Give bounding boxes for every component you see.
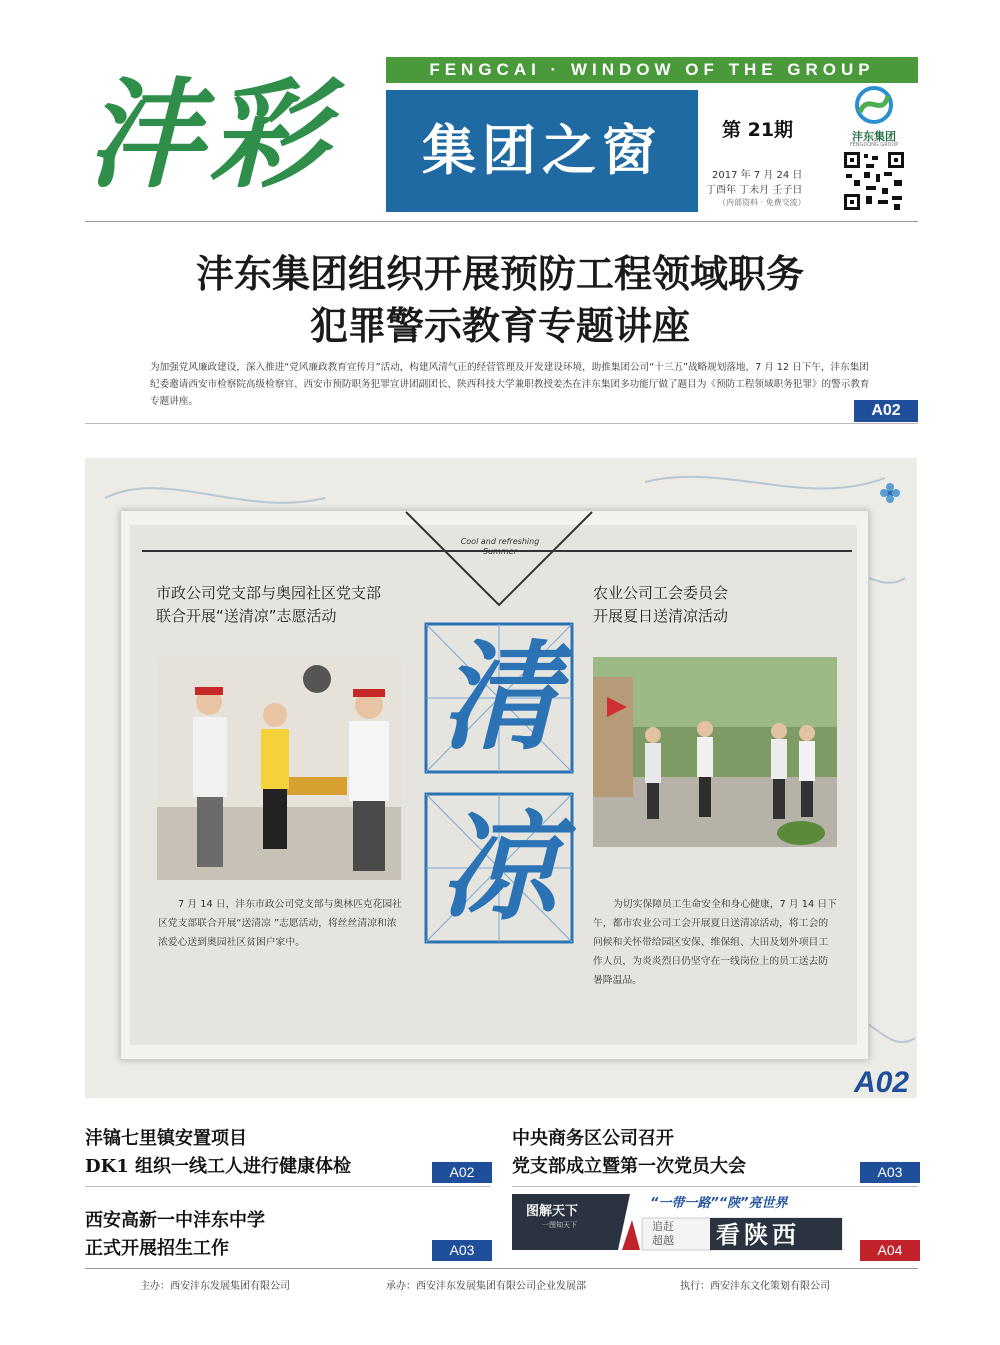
promo-side: [652, 1220, 674, 1248]
lead-divider: [85, 423, 918, 424]
masthead-brand: 沣彩: [85, 65, 334, 204]
news-item-2[interactable]: [512, 1125, 852, 1181]
news-divider-left: [85, 1186, 490, 1187]
promo-banner[interactable]: [512, 1190, 852, 1262]
feature-chevron: [404, 510, 594, 610]
feature-subtitle-en-line-2: Summer: [483, 547, 517, 556]
news-item-1-line-2: DK1 组织一线工人进行健康体检: [85, 1156, 352, 1177]
glyph-liang: 凉: [439, 797, 558, 936]
masthead-chinese-title: 集团之窗: [386, 90, 698, 212]
promo-tag[interactable]: A04: [860, 1240, 920, 1261]
news-item-3-line-2: 正式开展招生工作: [85, 1238, 229, 1259]
right-story-title-line-2: 开展夏日送清凉活动: [593, 607, 729, 625]
promo-slogan: “一带一路”“陕”亮世界: [650, 1196, 788, 1211]
masthead-divider: [85, 221, 918, 222]
news-item-2-tag[interactable]: A03: [860, 1162, 920, 1183]
masthead-english-title: FENGCAI · WINDOW OF THE GROUP: [386, 57, 918, 83]
right-story-caption: 为切实保障员工生命安全和身心健康，7 月 14 日下午，都市农业公司工会开展夏日送清凉活动，将工会的问候和关怀带给园区安保、维保组、大田及划外项目工作人员，为炎炎烈日仍坚守在一线岗位上的员工送去防暑降温品。: [593, 899, 837, 986]
group-logo-name: 沣东集团: [852, 130, 896, 143]
glyph-qing-box: [424, 622, 574, 774]
feature-subtitle-en-line-1: Cool and refreshing: [460, 537, 540, 546]
news-item-2-line-2: 党支部成立暨第一次党员大会: [512, 1156, 746, 1177]
news-divider-right: [512, 1186, 918, 1187]
footer-executor: 执行：西安沣东文化策划有限公司: [680, 1281, 830, 1292]
glyph-qing: 清: [439, 627, 558, 766]
news-item-2-line-1: 中央商务区公司召开: [512, 1128, 674, 1149]
date-lunar: 丁酉年 丁未月 壬子日: [706, 185, 803, 196]
left-story-photo[interactable]: [157, 657, 401, 880]
right-story-photo[interactable]: [593, 657, 837, 847]
news-item-3[interactable]: [85, 1207, 425, 1263]
left-story-title-line-2: 联合开展“送清凉”志愿活动: [156, 607, 337, 625]
feature-page-tag[interactable]: A02: [854, 1066, 910, 1099]
date-gregorian: 2017 年 7 月 24 日: [712, 170, 803, 181]
main-headline[interactable]: [100, 248, 900, 352]
right-story-title-line-1: 农业公司工会委员会: [593, 584, 729, 602]
news-item-3-tag[interactable]: A03: [432, 1240, 492, 1261]
left-story-title[interactable]: [156, 582, 416, 628]
promo-badge: 图解天下: [526, 1204, 579, 1219]
group-logo-icon: [848, 86, 900, 124]
news-item-3-line-1: 西安高新一中沣东中学: [85, 1210, 265, 1231]
qr-code-icon[interactable]: [842, 150, 906, 212]
headline-line-2: 犯罪警示教育专题讲座: [309, 303, 690, 348]
footer-divider: [85, 1268, 918, 1269]
headline-lead-text: 为加强党风廉政建设，深入推进“党风廉政教育宣传月”活动，构建风清气正的经营管理及开发建设环境，助推集团公司“十三五”战略规划落地，7 月 12 日下午，沣东集团纪委邀请西安市检察院高级检察官、西安市预防职务犯罪宣讲团副团长、陕西科技大学兼职教授姜杰在沣东集团多功能厅做了题目为《预防工程领域职务犯罪》的警示教育专题讲座。: [150, 362, 870, 407]
news-item-1-line-1: 沣镐七里镇安置项目: [85, 1128, 247, 1149]
news-item-1[interactable]: [85, 1125, 425, 1181]
headline-line-1: 沣东集团组织开展预防工程领域职务: [195, 251, 804, 296]
left-story-caption: 7 月 14 日，沣东市政公司党支部与奥林匹克花园社区党支部联合开展“送清凉 ”志愿活动，将丝丝清凉和浓浓爱心送到奥园社区贫困户家中。: [158, 899, 402, 948]
left-story-title-line-1: 市政公司党支部与奥园社区党支部: [156, 584, 382, 602]
promo-side-2: 超越: [652, 1234, 674, 1247]
internal-note: （内部资料 · 免费交流）: [718, 198, 806, 207]
feature-subtitle-en: [440, 537, 560, 557]
promo-side-1: 追赶: [652, 1220, 674, 1233]
glyph-liang-box: [424, 792, 574, 944]
footer-organizer: 承办：西安沣东发展集团有限公司企业发展部: [386, 1281, 586, 1292]
right-story-title[interactable]: [593, 582, 813, 628]
news-item-1-tag[interactable]: A02: [432, 1162, 492, 1183]
footer-sponsor: 主办：西安沣东发展集团有限公司: [140, 1281, 290, 1292]
group-logo-subtitle: FENGDONG GROUP: [849, 142, 899, 148]
promo-badge-sub: 一图知天下: [542, 1221, 577, 1229]
promo-main: 看陕西: [716, 1220, 800, 1249]
headline-page-tag[interactable]: A02: [854, 400, 918, 422]
issue-number: 第 21期: [722, 119, 794, 141]
